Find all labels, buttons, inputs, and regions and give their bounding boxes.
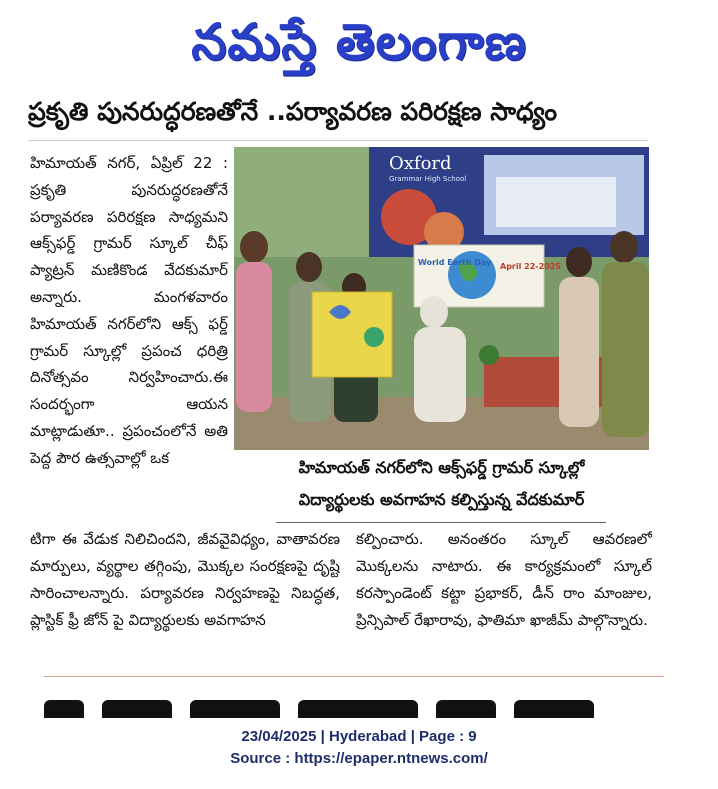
- photo-caption: [234, 452, 649, 522]
- banner-title-text: World Earth Day: [418, 258, 492, 267]
- headline-divider: [28, 140, 648, 141]
- section-divider: [44, 676, 664, 677]
- school-sign-text: Oxford: [389, 153, 452, 174]
- caption-line-2: విద్యార్థులకు అవగాహన కల్పిస్తున్న వేదకుమార్: [298, 490, 585, 509]
- caption-divider: [276, 522, 606, 523]
- article-body-bottom-right-column: కల్పించారు. అనంతరం స్కూల్ ఆవరణలో మొక్కలను నాటారు. ఈ కార్యక్రమంలో స్కూల్ కరస్పాండెంట్ కట్టా ప్రభాకర్, డీన్ రాం మాంజుల, ప్రిన్సిపాల్ రేఖారావు, ఫాతిమా ఖాజీమ్ పాల్గొన్నారు.: [356, 530, 652, 629]
- article-body-left-column: హిమాయత్ నగర్, ఏప్రిల్ 22 : ప్రకృతి పునరుద్ధరణతోనే పర్యావరణ పరిరక్షణ సాధ్యమని ఆక్స్‌ఫర్డ్ గ్రామర్ స్కూల్ చీఫ్ ప్యాట్రన్ మణికొండ వేదకుమార్ అన్నారు. మంగళవారం హిమాయత్ నగర్‌లోని ఆక్స్ ఫర్డ్ గ్రామర్ స్కూల్లో ప్రపంచ ధరిత్రి దినోత్సవం నిర్వహించారు.ఈ సందర్భంగా ఆయన మాట్లాడుతూ.. ప్రపంచంలోనే అతి పెద్ద పౌర ఉత్సవాల్లో ఒక: [30, 154, 228, 467]
- newspaper-masthead: నమస్తే తెలంగాణ: [191, 12, 527, 71]
- caption-line-1: హిమాయత్ నగర్‌లోని ఆక్స్‌ఫర్డ్ గ్రామర్ స్కూల్లో: [298, 458, 585, 477]
- school-subtitle-text: Grammar High School: [389, 175, 467, 183]
- truncated-next-headline: [44, 700, 644, 718]
- footer-date-location-page: 23/04/2025 | Hyderabad | Page : 9: [241, 728, 477, 745]
- page-footer: [0, 726, 718, 770]
- footer-source-link[interactable]: Source : https://epaper.ntnews.com/: [230, 750, 488, 767]
- photo-illustration: [234, 147, 649, 450]
- article-body-bottom-left-column: టిగా ఈ వేడుక నిలిచిందని, జీవవైవిధ్యం, వాతావరణ మార్పులు, వ్యర్థాల తగ్గింపు, మొక్కల సంరక్షణపై దృష్టి సారించాలన్నారు. పర్యావరణ నిర్వహణపై నిబద్ధత, ప్లాస్టిక్ ఫ్రీ జోన్ పై విద్యార్థులకు అవగాహన: [30, 530, 340, 629]
- article-headline: ప్రకృతి పునరుద్ధరణతోనే ..పర్యావరణ పరిరక్షణ సాధ్యం: [28, 97, 558, 126]
- banner-date-text: April 22-2025: [500, 262, 561, 271]
- article-photo: [234, 147, 649, 450]
